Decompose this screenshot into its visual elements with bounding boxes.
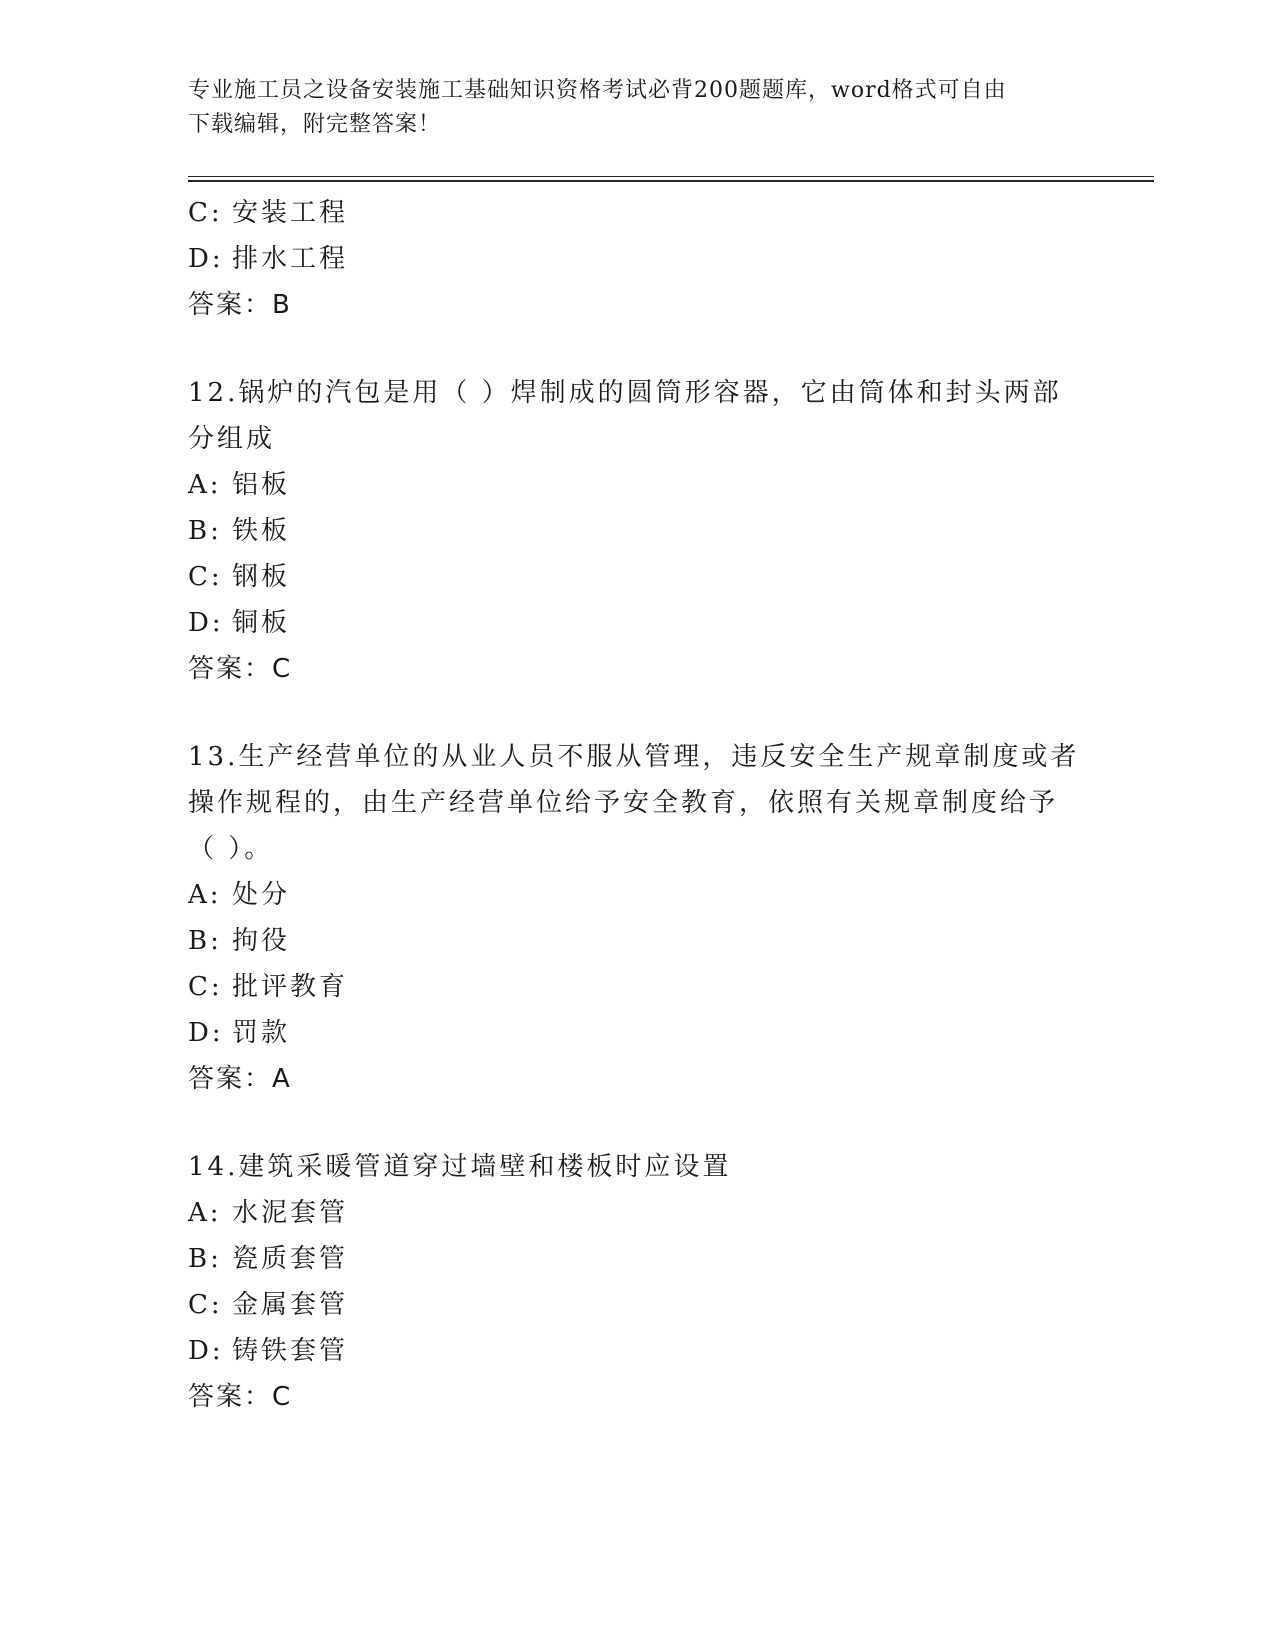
option-text: 安装工程 — [232, 198, 349, 228]
option-b — [188, 508, 1088, 554]
option-letter: C: — [188, 198, 223, 228]
option-text: 铁板 — [232, 516, 291, 546]
document-header — [188, 74, 1068, 142]
option-text: 瓷质套管 — [232, 1244, 349, 1274]
question-stem-line: 操作规程的，由生产经营单位给予安全教育，依照有关规章制度给予 — [188, 788, 1059, 818]
option-text: 处分 — [232, 880, 291, 910]
answer-label: 答案： — [188, 1064, 273, 1094]
option-c — [188, 190, 1088, 236]
question-stem-line: （ ）。 — [188, 834, 274, 864]
question-list — [188, 190, 1088, 1420]
option-letter: C: — [188, 972, 223, 1002]
answer-label: 答案： — [188, 1382, 273, 1412]
answer-line — [188, 1056, 1088, 1102]
option-letter: A: — [188, 880, 222, 910]
option-letter: B: — [188, 1244, 222, 1274]
answer-value: C — [272, 1382, 293, 1412]
question-block-12 — [188, 370, 1088, 692]
question-stem-line: 分组成 — [188, 424, 276, 454]
header-line-1: 专业施工员之设备安装施工基础知识资格考试必背200题题库，word格式可自由 — [188, 78, 1007, 103]
option-d — [188, 600, 1088, 646]
option-a — [188, 872, 1088, 918]
option-text: 铸铁套管 — [232, 1336, 349, 1366]
option-text: 钢板 — [232, 562, 291, 592]
question-block-13 — [188, 734, 1088, 1102]
option-letter: A: — [188, 470, 222, 500]
option-text: 水泥套管 — [232, 1198, 349, 1228]
header-line-2: 下载编辑，附完整答案！ — [188, 112, 442, 137]
option-text: 排水工程 — [232, 244, 349, 274]
answer-value: B — [272, 290, 292, 320]
option-text: 批评教育 — [232, 972, 349, 1002]
option-a — [188, 462, 1088, 508]
option-d — [188, 1328, 1088, 1374]
answer-value: C — [272, 654, 293, 684]
option-letter: C: — [188, 1290, 223, 1320]
option-a — [188, 1190, 1088, 1236]
option-b — [188, 918, 1088, 964]
option-letter: D: — [188, 244, 224, 274]
option-c — [188, 964, 1088, 1010]
question-stem-line: 14.建筑采暖管道穿过墙壁和楼板时应设置 — [188, 1152, 732, 1182]
option-text: 拘役 — [232, 926, 291, 956]
option-letter: C: — [188, 562, 223, 592]
option-letter: B: — [188, 926, 222, 956]
option-c — [188, 554, 1088, 600]
question-stem-line: 13.生产经营单位的从业人员不服从管理，违反安全生产规章制度或者 — [188, 742, 1080, 772]
option-c — [188, 1282, 1088, 1328]
answer-line — [188, 646, 1088, 692]
option-text: 罚款 — [232, 1018, 291, 1048]
question-stem-line: 12.锅炉的汽包是用（ ）焊制成的圆筒形容器，它由筒体和封头两部 — [188, 378, 1062, 408]
option-letter: A: — [188, 1198, 222, 1228]
option-text: 铝板 — [232, 470, 291, 500]
header-divider-thick — [188, 180, 1154, 182]
option-text: 金属套管 — [232, 1290, 349, 1320]
answer-label: 答案： — [188, 290, 273, 320]
header-divider-thin — [188, 176, 1154, 177]
answer-label: 答案： — [188, 654, 273, 684]
option-text: 铜板 — [232, 608, 291, 638]
option-letter: B: — [188, 516, 222, 546]
option-b — [188, 1236, 1088, 1282]
answer-value: A — [272, 1064, 292, 1094]
answer-line — [188, 282, 1088, 328]
option-d — [188, 1010, 1088, 1056]
option-letter: D: — [188, 1018, 224, 1048]
option-d — [188, 236, 1088, 282]
answer-line — [188, 1374, 1088, 1420]
question-block-14 — [188, 1144, 1088, 1420]
option-letter: D: — [188, 608, 224, 638]
question-block-continued — [188, 190, 1088, 328]
option-letter: D: — [188, 1336, 224, 1366]
